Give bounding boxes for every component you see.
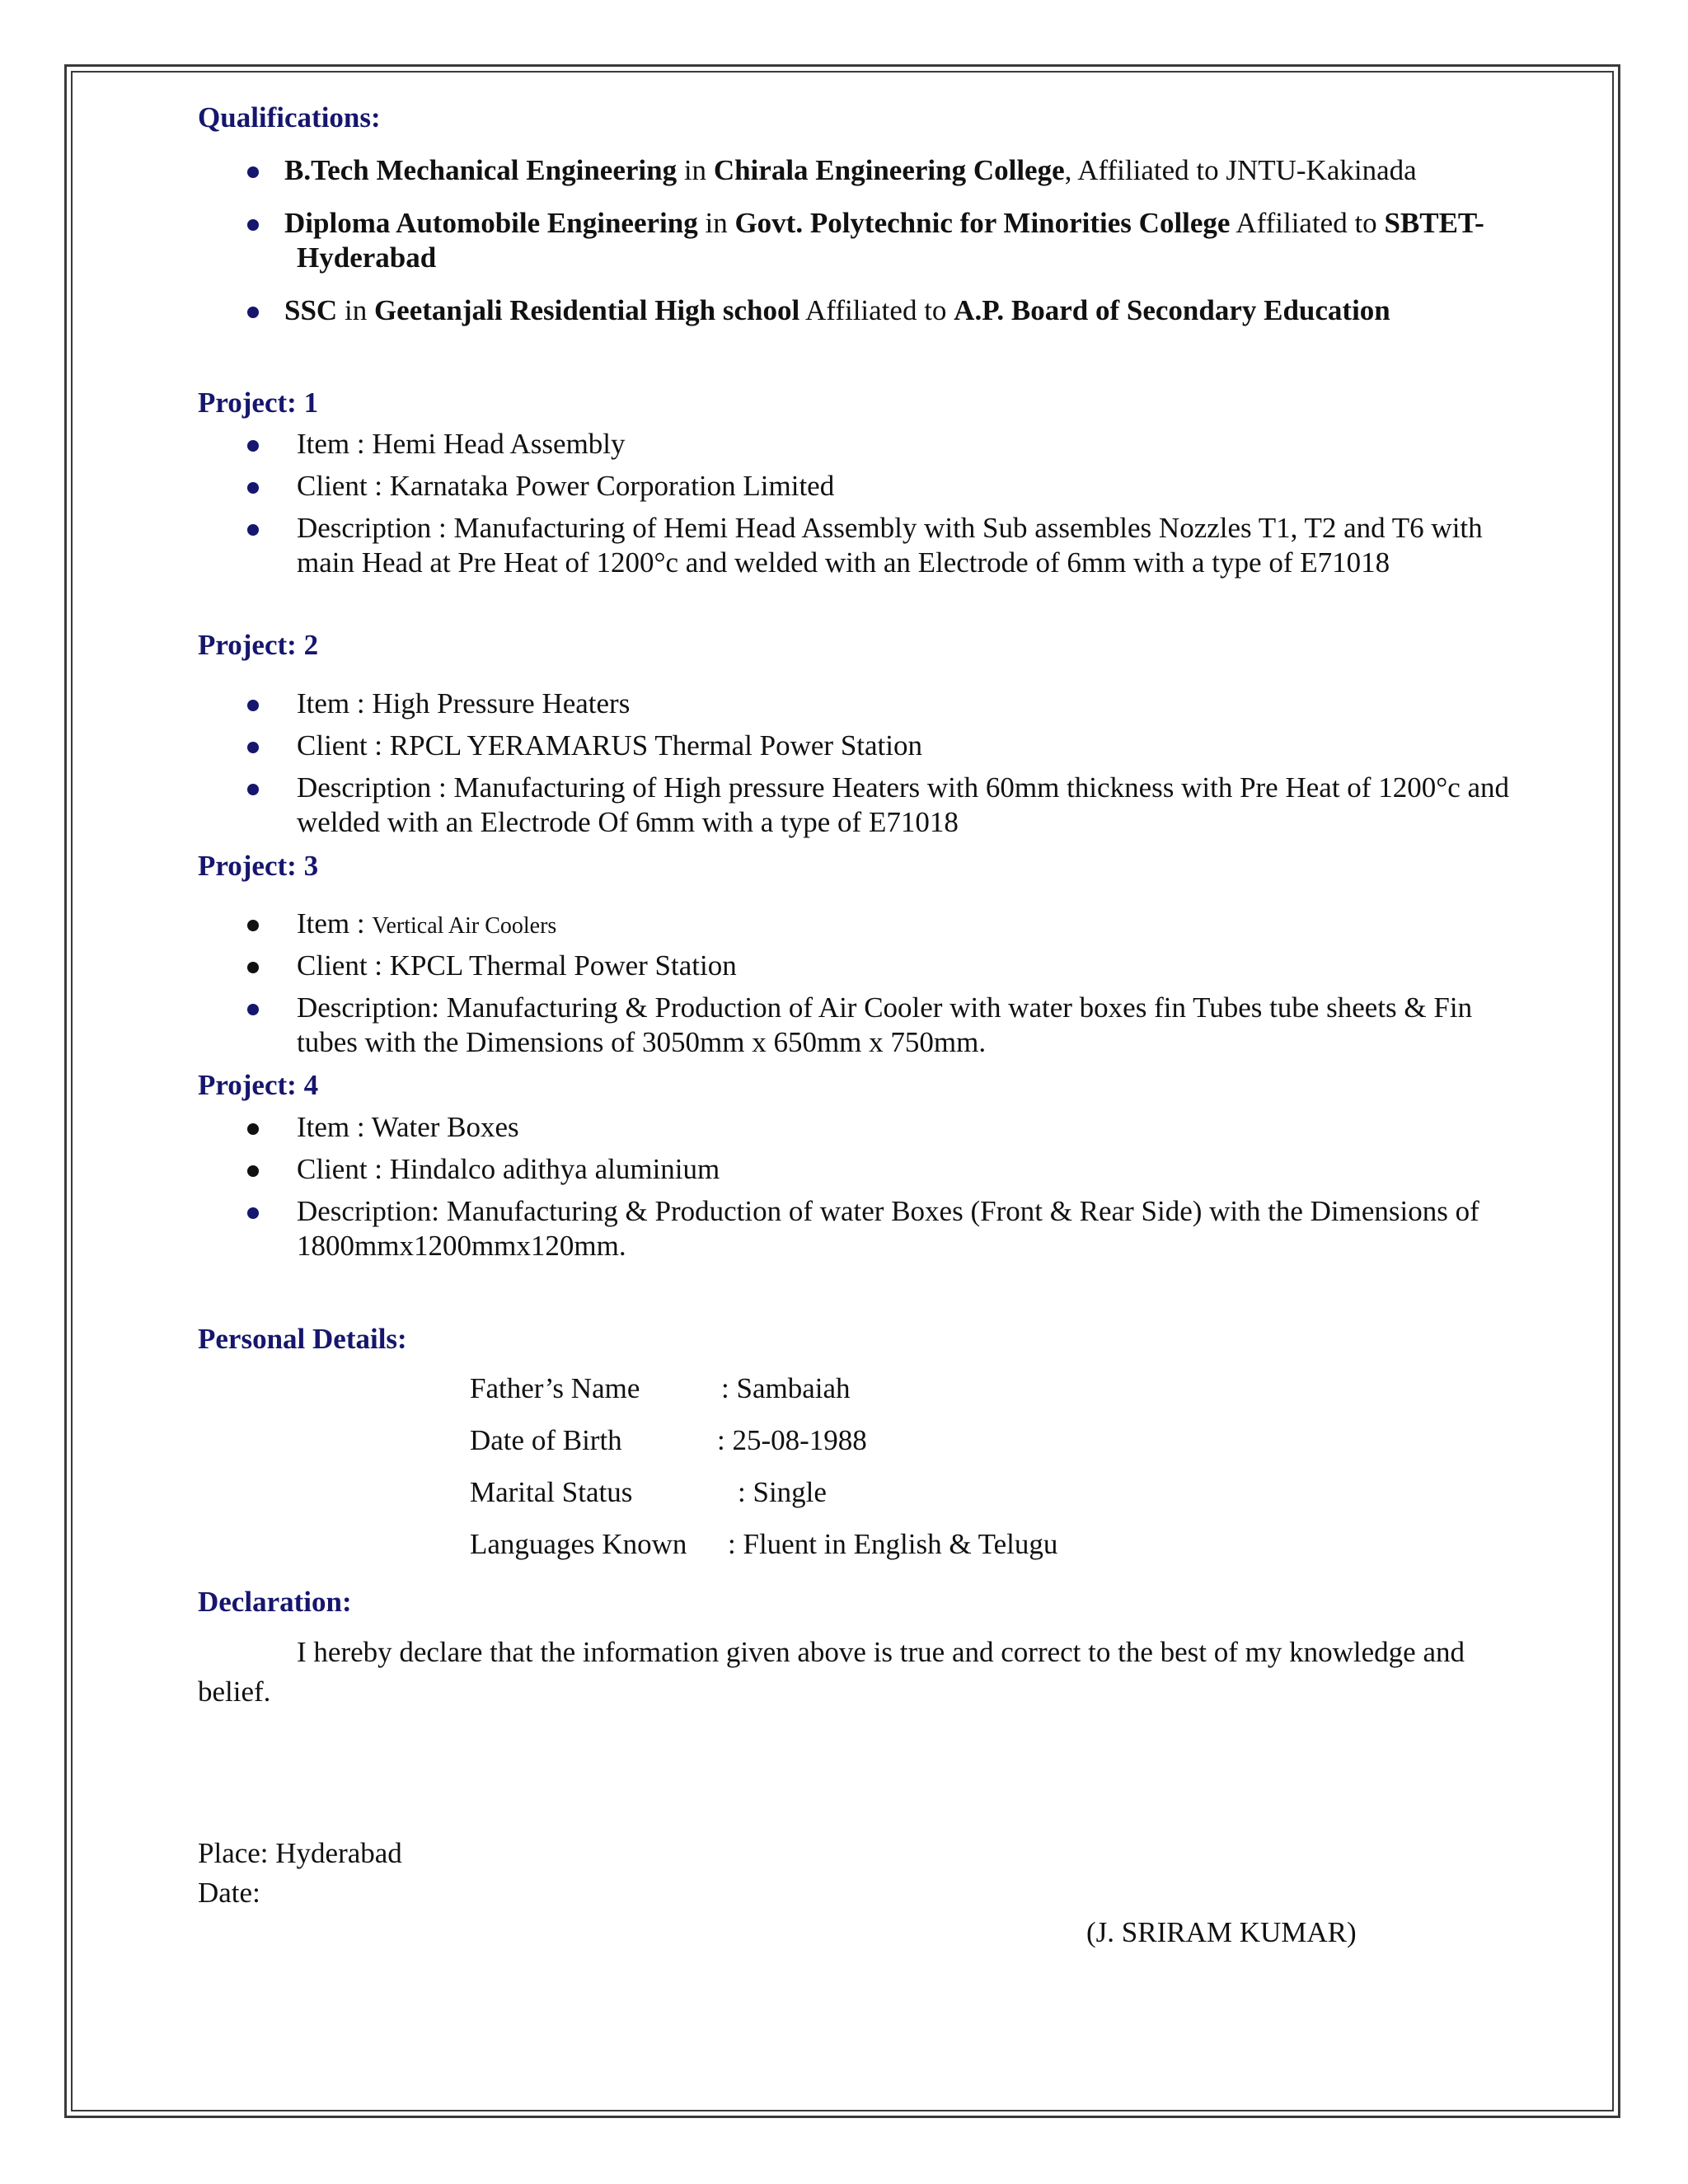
bullet-icon xyxy=(247,307,259,318)
qualification-board: A.P. Board of Secondary Education xyxy=(954,294,1390,326)
qualification-college: Govt. Polytechnic for Minorities College xyxy=(734,207,1231,239)
qualification-degree: Diploma Automobile Engineering xyxy=(284,207,698,239)
declaration-text-cont: belief. xyxy=(198,1675,271,1708)
personal-details-heading: Personal Details: xyxy=(198,1323,407,1355)
project-4-heading: Project: 4 xyxy=(198,1069,319,1101)
bullet-icon xyxy=(247,1004,259,1015)
declaration-heading: Declaration: xyxy=(198,1586,352,1618)
signature-name: (J. SRIRAM KUMAR) xyxy=(1086,1916,1357,1948)
project-3-heading: Project: 3 xyxy=(198,850,319,882)
bullet-icon xyxy=(247,482,259,494)
bullet-icon xyxy=(247,524,259,536)
project-2-heading: Project: 2 xyxy=(198,629,319,661)
date-line: Date: xyxy=(198,1877,260,1909)
qualification-college: Chirala Engineering College xyxy=(713,154,1065,186)
qualifications-heading: Qualifications: xyxy=(198,101,381,134)
bullet-icon xyxy=(247,700,259,711)
qualification-degree: SSC xyxy=(284,294,338,326)
qualification-degree: B.Tech Mechanical Engineering xyxy=(284,154,678,186)
bullet-icon xyxy=(247,742,259,753)
bullet-icon xyxy=(247,920,259,931)
bullet-icon xyxy=(247,219,259,231)
qualification-board-cont: Hyderabad xyxy=(297,241,437,274)
bullet-icon xyxy=(247,962,259,973)
declaration-text: I hereby declare that the information given above is true and correct to the best of my knowledge and xyxy=(297,1636,1465,1668)
bullet-icon xyxy=(247,166,259,178)
bullet-icon xyxy=(247,1207,259,1219)
qualification-college: Geetanjali Residential High school xyxy=(373,294,800,326)
bullet-icon xyxy=(247,1123,259,1135)
qualification-board: SBTET- xyxy=(1384,207,1484,239)
bullet-icon xyxy=(247,784,259,795)
place-line: Place: Hyderabad xyxy=(198,1837,402,1869)
project-1-heading: Project: 1 xyxy=(198,387,319,419)
bullet-icon xyxy=(247,440,259,452)
bullet-icon xyxy=(247,1165,259,1177)
